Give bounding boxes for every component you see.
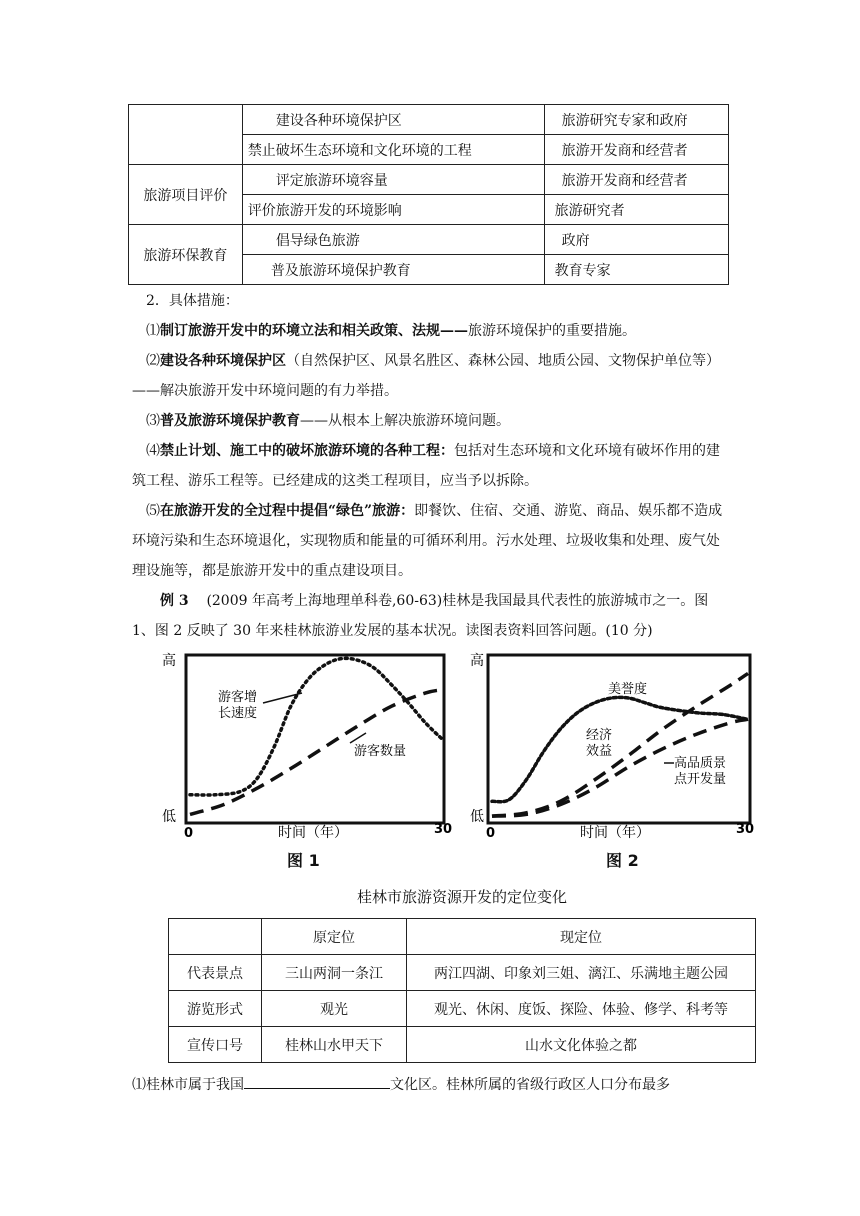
measure-item-2 (132, 346, 732, 406)
table-cell: 政府 (544, 225, 728, 255)
item-number: ⑵ (146, 353, 160, 369)
table-cell: 评价旅游开发的环境影响 (242, 195, 544, 225)
table-cell: 观光、休闲、度饭、探险、体验、修学、科考等 (407, 991, 756, 1027)
table-cell: 观光 (262, 991, 407, 1027)
table-row (169, 1027, 756, 1063)
example-label: 例 3 (160, 593, 189, 609)
example-paragraph (132, 586, 732, 646)
section-heading: 2．具体措施： (146, 293, 239, 309)
series-line-1 (190, 658, 442, 795)
chart-figure-1 (162, 652, 452, 841)
item-bold: 在旅游开发的全过程中提倡“绿色”旅游： (160, 503, 415, 519)
series-label-quality-sites (674, 755, 726, 787)
y-tick-low: 低 (470, 809, 484, 825)
item-bold: 普及旅游环境保护教育 (160, 413, 300, 429)
item-text: （自然保护区、风景名胜区、森林公园、地质公园、文物保护单位等）——解决旅游开发中环境问题的有力举措。 (132, 353, 720, 399)
positioning-table (168, 918, 756, 1063)
question-number: ⑴ (132, 1077, 146, 1093)
x-tick-start: 0 (486, 826, 496, 841)
label-part: 长速度 (218, 706, 258, 721)
figure-caption-1: 图 1 (287, 851, 320, 870)
series-label-economic-benefit (586, 727, 612, 759)
question-line (132, 1070, 732, 1100)
x-axis-label: 时间（年） (278, 825, 348, 841)
item-text: 即餐饮、住宿、交通、游览、商品、娱乐都不造成环境污染和生态环境退化，实现物质和能量的可循环利用。污水处理、垃圾收集和处理、废气处理设施等，都是旅游开发中的重点建设项目。 (132, 503, 723, 579)
x-tick-start: 0 (184, 826, 194, 841)
table-row (129, 105, 729, 135)
table-cell: 游览形式 (169, 991, 262, 1027)
table-cell: 建设各种环境保护区 (242, 105, 544, 135)
figure-caption-2: 图 2 (606, 851, 639, 870)
label-part: 效益 (586, 744, 613, 759)
table-cell: 旅游研究专家和政府 (544, 105, 728, 135)
table-cell: 普及旅游环境保护教育 (242, 255, 544, 285)
measure-item-5 (132, 496, 732, 586)
example-text: (2009 年高考上海地理单科卷,60-63)桂林是我国最具代表性的旅游城市之一。图 1、图 2 反映了 30 年来桂林旅游业发展的基本状况。读图表资料回答问题。(10 分) (132, 593, 709, 639)
table-row (169, 955, 756, 991)
table-cell: 旅游环保教育 (129, 225, 243, 285)
table-cell: 旅游研究者 (544, 195, 728, 225)
table-row (129, 225, 729, 255)
question-text-after: 文化区。桂林所属的省级行政区人口分布最多 (390, 1077, 670, 1093)
item-text: 包括对生态环境和文化环境有破坏作用的建筑工程、游乐工程等。已经建成的这类工程项目，应当予以拆除。 (132, 443, 720, 489)
table-cell: 旅游项目评价 (129, 165, 243, 225)
item-bold: 禁止计划、施工中的破坏旅游环境的各种工程： (160, 443, 454, 459)
table-cell (129, 105, 243, 165)
table-cell: 倡导绿色旅游 (242, 225, 544, 255)
item-text: ——从根本上解决旅游环境问题。 (300, 413, 510, 429)
label-part: 高品质景 (674, 756, 727, 771)
item-number: ⑸ (146, 503, 160, 519)
table-cell: 禁止破坏生态环境和文化环境的工程 (242, 135, 544, 165)
series-label-visitor-growth (218, 690, 257, 721)
header-cell (169, 919, 262, 955)
header-cell: 原定位 (262, 919, 407, 955)
item-number: ⑷ (146, 443, 160, 459)
chart-frame (488, 655, 750, 823)
item-bold: 制订旅游开发中的环境立法和相关政策、法规—— (160, 323, 468, 339)
measures-table (128, 104, 729, 285)
x-tick-end: 30 (736, 822, 755, 837)
chart-figure-2 (470, 652, 754, 841)
x-tick-end: 30 (434, 822, 453, 837)
chart-frame (186, 655, 444, 823)
table-cell: 旅游开发商和经营者 (544, 165, 728, 195)
table-title: 桂林市旅游资源开发的定位变化 (356, 888, 567, 906)
label-part: 经济 (586, 728, 613, 743)
item-number: ⑴ (146, 323, 160, 339)
question-text-before: 桂林市属于我国 (146, 1077, 244, 1093)
x-axis-label: 时间（年） (580, 825, 650, 841)
item-bold: 建设各种环境保护区 (160, 353, 286, 369)
table-cell: 评定旅游环境容量 (242, 165, 544, 195)
series-label-visitor-count: 游客数量 (354, 744, 407, 759)
table-cell: 代表景点 (169, 955, 262, 991)
table-cell: 宣传口号 (169, 1027, 262, 1063)
label-part: 点开发量 (674, 772, 727, 787)
y-tick-high: 高 (470, 653, 484, 669)
table-cell: 山水文化体验之都 (407, 1027, 756, 1063)
leader-line (350, 733, 366, 743)
table-row (169, 991, 756, 1027)
measure-item-3 (132, 406, 732, 436)
table-cell: 教育专家 (544, 255, 728, 285)
label-part: 游客增 (218, 690, 258, 705)
table-cell: 桂林山水甲天下 (262, 1027, 407, 1063)
measure-item-4 (132, 436, 732, 496)
header-cell: 现定位 (407, 919, 756, 955)
charts-figure (160, 645, 760, 875)
table-cell: 两江四湖、印象刘三姐、漓江、乐满地主题公园 (407, 955, 756, 991)
answer-blank[interactable] (244, 1074, 390, 1089)
table-header-row (169, 919, 756, 955)
table-row (129, 165, 729, 195)
item-number: ⑶ (146, 413, 160, 429)
table-cell: 旅游开发商和经营者 (544, 135, 728, 165)
y-tick-high: 高 (162, 653, 176, 669)
item-text: 旅游环境保护的重要措施。 (468, 323, 636, 339)
table-cell: 三山两洞一条江 (262, 955, 407, 991)
series-label-reputation: 美誉度 (608, 682, 648, 697)
measure-item-1 (132, 316, 732, 346)
y-tick-low: 低 (162, 809, 176, 825)
